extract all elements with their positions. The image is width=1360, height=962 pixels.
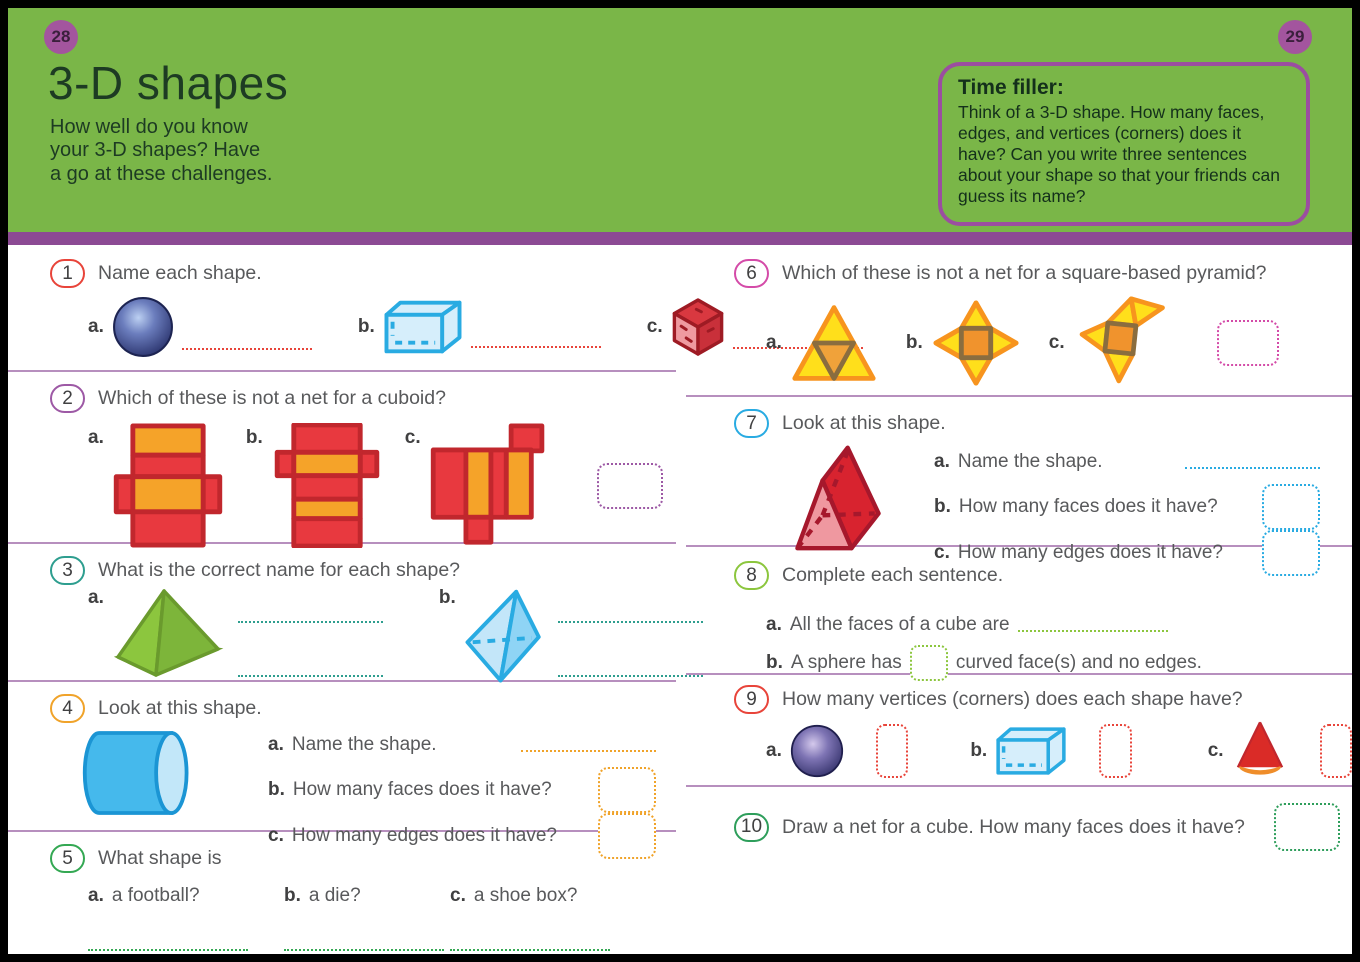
answer-line[interactable] <box>558 663 703 677</box>
question-8-number: 8 <box>734 561 769 590</box>
answer-line[interactable] <box>558 609 703 623</box>
question-5-number: 5 <box>50 844 85 873</box>
question-8: 8 Complete each sentence. a. All the faces of a cube are b. A sphere has curved face(s) and no edges. <box>686 547 1352 675</box>
cone-icon <box>1232 720 1288 782</box>
time-filler-box <box>938 62 1310 226</box>
cuboid-icon <box>383 298 463 356</box>
question-2-number: 2 <box>50 384 85 413</box>
pyramid-net-a-icon <box>790 303 878 383</box>
question-10-number: 10 <box>734 813 769 842</box>
answer-line[interactable] <box>521 738 656 752</box>
time-filler-heading: Time filler: <box>958 76 1064 99</box>
answer-box[interactable] <box>597 463 663 509</box>
question-4-number: 4 <box>50 694 85 723</box>
answer-box[interactable] <box>1217 320 1279 366</box>
question-9-number: 9 <box>734 685 769 714</box>
question-6: 6 Which of these is not a net for a square-based pyramid? a. b. c. <box>686 245 1352 397</box>
cuboid-net-a-icon <box>112 423 224 548</box>
answer-line[interactable] <box>284 937 444 951</box>
answer-line[interactable] <box>450 937 610 951</box>
question-part: a. All the faces of a cube are <box>766 606 1352 644</box>
answer-line[interactable] <box>238 609 383 623</box>
page-number-left-badge: 28 <box>44 20 78 54</box>
time-filler-body: Think of a 3-D shape. How many faces, edges, and vertices (corners) does it have? Can you write three sentences about your shape so that your friends can guess its name? <box>958 102 1281 206</box>
header-divider <box>8 232 1352 245</box>
question-1-number: 1 <box>50 259 85 288</box>
answer-line[interactable] <box>88 937 248 951</box>
question-9: 9 How many vertices (corners) does each shape have? a. b. c. <box>686 675 1352 787</box>
answer-box[interactable] <box>1320 724 1352 778</box>
answer-box[interactable] <box>1274 803 1340 851</box>
question-4: 4 Look at this shape. a. Name the shape. b. How many faces does it have? c. How many edges does it have? <box>8 682 676 832</box>
answer-box[interactable] <box>1262 484 1320 530</box>
square-based-pyramid-icon <box>112 587 224 679</box>
question-part: b. A sphere has curved face(s) and no edges. <box>766 644 1352 682</box>
cuboid-icon <box>995 725 1067 777</box>
page-intro: How well do you know your 3-D shapes? Have a go at these challenges. <box>50 116 273 185</box>
question-part: c. a shoe box? <box>450 885 640 951</box>
question-part: c. How many edges does it have? <box>268 813 656 859</box>
question-2: 2 Which of these is not a net for a cuboid? a. b. c. <box>8 372 676 544</box>
cylinder-icon <box>80 729 198 817</box>
cuboid-net-c-icon <box>429 423 549 548</box>
right-column <box>680 245 1352 954</box>
answer-box[interactable] <box>1099 724 1131 778</box>
question-part: b. How many faces does it have? <box>268 767 656 813</box>
questions-area <box>8 245 1352 954</box>
answer-line[interactable] <box>238 663 383 677</box>
question-1: 1 Name each shape. a. b. c. <box>8 245 676 372</box>
question-3: 3 What is the correct name for each shape? a. b. <box>8 544 676 682</box>
question-7-number: 7 <box>734 409 769 438</box>
question-7: 7 Look at this shape. a. Name the shape. b. How many faces does it have? c. How many edges does it have? <box>686 397 1352 547</box>
triangular-prism-icon <box>788 440 888 554</box>
sphere-icon <box>112 296 174 358</box>
question-10: 10 Draw a net for a cube. How many faces does it have? <box>686 787 1352 953</box>
question-part: a. Name the shape. <box>934 440 1320 484</box>
answer-box[interactable] <box>598 767 656 813</box>
page-number-right-badge: 29 <box>1278 20 1312 54</box>
question-part: a. Name the shape. <box>268 723 656 767</box>
question-part: a. a football? <box>88 885 284 951</box>
question-part: c. How many edges does it have? <box>934 530 1320 576</box>
page-header <box>8 8 1352 232</box>
page <box>8 8 1352 954</box>
tetrahedron-icon <box>464 587 544 687</box>
answer-line[interactable] <box>1018 618 1168 632</box>
question-5: 5 What shape is a. a football? b. a die? c. a shoe box? <box>8 832 676 954</box>
answer-line[interactable] <box>471 334 601 348</box>
page-title: 3-D shapes <box>48 57 289 109</box>
question-3-number: 3 <box>50 556 85 585</box>
cuboid-net-b-icon <box>271 423 383 548</box>
left-column <box>8 245 680 954</box>
answer-line[interactable] <box>182 336 312 350</box>
question-part: b. a die? <box>284 885 450 951</box>
pyramid-net-b-icon <box>931 298 1021 388</box>
answer-box[interactable] <box>876 724 908 778</box>
answer-line[interactable] <box>1185 455 1320 469</box>
sphere-icon <box>790 724 844 778</box>
question-6-number: 6 <box>734 259 769 288</box>
question-part: b. How many faces does it have? <box>934 484 1320 530</box>
pyramid-net-c-icon <box>1073 294 1165 392</box>
